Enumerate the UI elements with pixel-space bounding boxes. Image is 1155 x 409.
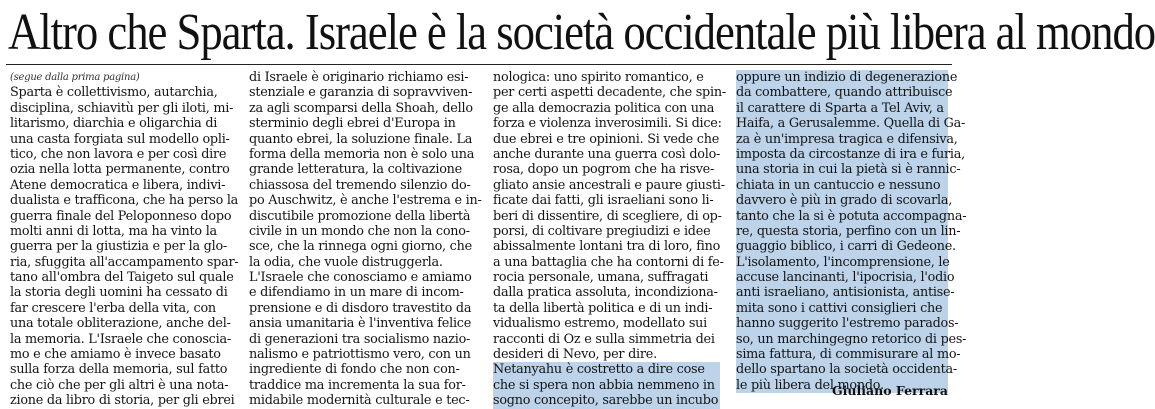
article-line: racconti di Oz e sulla simmetria dei — [493, 331, 715, 347]
article-line: Sparta è collettivismo, autarchia, — [10, 85, 218, 101]
article-line: e difendiamo in un mare di incom- — [249, 285, 464, 301]
article-line: due ebrei e tre opinioni. Si vede che — [493, 131, 720, 147]
article-line: imposta da circostanze di ira e furia, — [736, 146, 965, 162]
article-line: di generazioni tra socialismo nazio- — [249, 331, 471, 347]
article-line: a una battaglia che ha contorni di fe- — [493, 254, 724, 270]
article-column-1 — [10, 70, 239, 409]
article-line: anti israeliano, antisionista, antise- — [736, 285, 955, 301]
continued-note: (segue dalla prima pagina) — [10, 72, 140, 83]
article-line: Atene democratica e libera, indivi- — [10, 177, 226, 193]
article-line: ficate dai fatti, gli israeliani sono li- — [493, 193, 714, 209]
article-line: za agli scomparsi della Shoah, dello — [249, 100, 473, 116]
article-line: tanto che la si è potuta accompagna- — [736, 208, 967, 224]
article-line: mo e che amiamo è invece basato — [10, 347, 221, 363]
article-line: tico, che non lavora e per così dire — [10, 146, 227, 162]
article-line: accuse lancinanti, l'ipocrisia, l'odio — [736, 270, 955, 286]
article-line: la odia, che vuole distruggerla. — [249, 254, 443, 270]
article-line: zione da libro di storia, per gli ebrei — [10, 393, 235, 409]
article-line: hanno suggerito l'estremo parados- — [736, 316, 959, 332]
article-line: davvero è più in grado di scovarla, — [736, 193, 953, 209]
article-column-4 — [736, 70, 967, 393]
article-line: L'isolamento, l'incomprensione, le — [736, 254, 950, 270]
article-line: forza e violenza inverosimili. Si dice: — [493, 116, 722, 132]
author-signature: Giuliano Ferrara — [832, 383, 948, 398]
headline-rule — [6, 64, 952, 65]
article-line: civile in un mondo che non la cono- — [249, 223, 470, 239]
article-line: traddice ma incrementa la sua for- — [249, 377, 466, 393]
article-line: desideri di Nevo, per dire. — [493, 347, 657, 363]
article-column-2 — [249, 70, 482, 409]
article-line: sogno concepito, sarebbe un incubo — [493, 393, 719, 409]
article-line: porsi, di coltivare pregiudizi e idee — [493, 223, 711, 239]
article-line: rocia personale, umana, suffragati — [493, 270, 709, 286]
article-line: dello spartano la società occidenta- — [736, 362, 957, 378]
article-line: litarismo, diarchia e oligarchia di — [10, 116, 218, 132]
article-line: ria, sfuggita all'accampamento spar- — [10, 254, 239, 270]
article-line: dualista e trafficona, che ha perso la — [10, 193, 239, 209]
article-line: la storia degli uomini ha cessato di — [10, 285, 228, 301]
article-line: una storia in cui la pietà si è rannic- — [736, 162, 961, 178]
article-line: dalla pratica assoluta, incondiziona- — [493, 285, 718, 301]
article-line: chiassosa del tremendo silenzio do- — [249, 177, 471, 193]
article-line: nologica: uno spirito romantico, e — [493, 70, 704, 85]
article-line: sterminio degli ebrei d'Europa in — [249, 116, 456, 132]
article-line: Haifa, a Gerusalemme. Quella di Ga- — [736, 116, 966, 132]
article-line: gliato ansie ancestrali e paure giusti- — [493, 177, 725, 193]
article-line: beri di dissentire, di scegliere, di op- — [493, 208, 722, 224]
article-line: ge alla democrazia politica con una — [493, 100, 715, 116]
article-line: molti anni di lotta, ma ha vinto la — [10, 223, 217, 239]
article-line: ansia umanitaria è l'inventiva felice — [249, 316, 472, 332]
article-line: rosa, dopo un pogrom che ha risve- — [493, 162, 715, 178]
article-line: tano all'ombra del Taigeto sul quale — [10, 270, 234, 286]
article-line: re, questa storia, perfino con un lin- — [736, 223, 961, 239]
article-line: discutibile promozione della libertà — [249, 208, 471, 224]
article-line: guerra per la giustizia e per la glo- — [10, 239, 227, 255]
article-line: per certi aspetti decadente, che spin- — [493, 85, 726, 101]
article-line: che ciò che per gli altri è una nota- — [10, 377, 229, 393]
article-line: una casta forgiata sul modello opli- — [10, 131, 230, 147]
headline: Altro che Sparta. Israele è la società occidentale più libera al mondo — [8, 4, 1155, 61]
article-line: guaggio biblico, i carri di Gedeone. — [736, 239, 956, 255]
article-line: sce, che la rinnega ogni giorno, che — [249, 239, 472, 255]
article-line: le più libera del mondo. — [736, 378, 948, 393]
article-line: so, un marchingegno retorico di pes- — [736, 331, 967, 347]
article-line: il carattere di Sparta a Tel Aviv, a — [736, 101, 948, 116]
article-line: anche durante una guerra così dolo- — [493, 146, 721, 162]
article-line: prensione e di disdoro travestito da — [249, 300, 472, 316]
article-line: abissalmente lontani tra di loro, fino — [493, 239, 721, 255]
article-line: midabile modernità culturale e tec- — [249, 393, 470, 409]
article-line: ta della libertà politica e di un indi- — [493, 300, 713, 316]
article-line: chiata in un cantuccio e nessuno — [736, 178, 948, 193]
article-line: che si spera non abbia nemmeno in — [493, 378, 720, 393]
article-line: oppure un indizio di degenerazione — [736, 70, 958, 85]
article-line: nalismo e patriottismo vero, con un — [249, 347, 471, 363]
article-line: di Israele è originario richiamo esi- — [249, 70, 469, 85]
article-line: sulla forza della memoria, sul fatto — [10, 362, 228, 378]
article-line: L'Israele che conosciamo e amiamo — [249, 270, 472, 286]
article-line: quanto ebrei, la soluzione finale. La — [249, 131, 473, 147]
article-line: forma della memoria non è solo una — [249, 146, 475, 162]
article-line: mita sono i cattivi consiglieri che — [736, 301, 948, 316]
article-line: la memoria. L'Israele che conoscia- — [10, 331, 231, 347]
article-column-3 — [493, 70, 726, 409]
article-line: una totale obliterazione, anche del- — [10, 316, 231, 332]
article-line: guerra finale del Peloponneso dopo — [10, 208, 232, 224]
article-line: sima fattura, di commisurare al mo- — [736, 347, 961, 363]
article-line: da combattere, quando attribuisce — [736, 85, 953, 101]
article-line: po Auschwitz, è anche l'estrema e in- — [249, 193, 482, 209]
article-line: ozia nella lotta permanente, contro — [10, 162, 230, 178]
article-line: disciplina, schiavitù per gli iloti, mi- — [10, 100, 234, 116]
article-line: far crescere l'erba della vita, con — [10, 300, 216, 316]
article-line: za è un'impresa tragica e difensiva, — [736, 131, 958, 147]
article-line: grande letteratura, la coltivazione — [249, 162, 463, 178]
article-line: vidualismo estremo, modellato sui — [493, 316, 707, 332]
article-line: stenziale e garanzia di sopravviven- — [249, 85, 473, 101]
article-line: ingrediente di fondo che non con- — [249, 362, 460, 378]
article-line: Netanyahu è costretto a dire cose — [493, 362, 720, 377]
